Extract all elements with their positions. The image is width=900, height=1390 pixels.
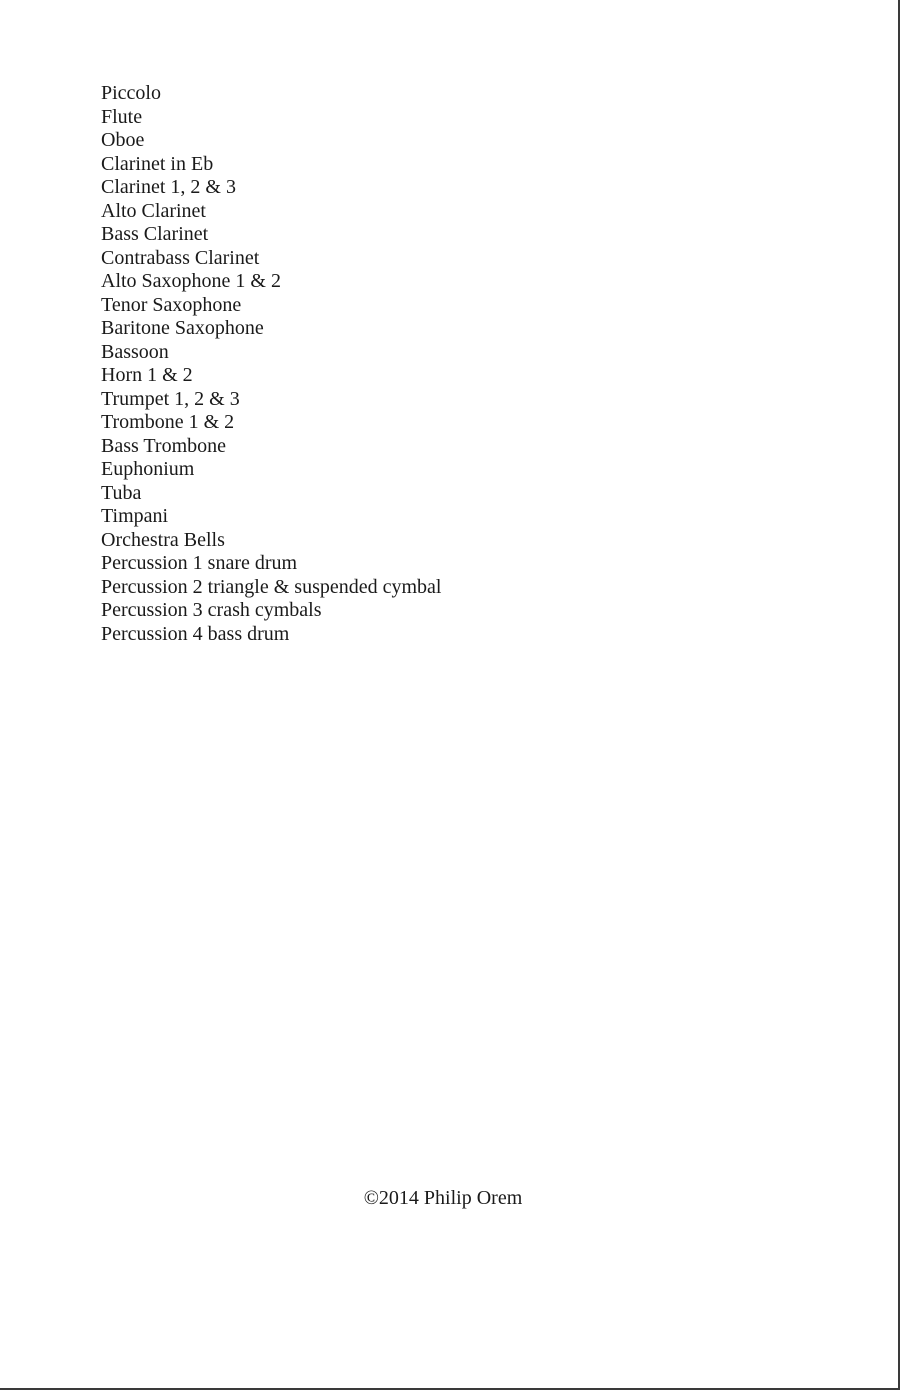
instrument-item: Clarinet in Eb — [101, 152, 214, 175]
instrument-item: Orchestra Bells — [101, 528, 225, 551]
instrument-item: Percussion 3 crash cymbals — [101, 599, 322, 621]
instrument-item: Bass Clarinet — [101, 223, 209, 245]
instrument-item: Bassoon — [101, 340, 169, 363]
instrument-item: Percussion 1 snare drum — [101, 552, 298, 574]
instrument-item: Clarinet 1, 2 & 3 — [101, 176, 236, 198]
instrument-item: Flute — [101, 105, 143, 128]
instrument-item: Tenor Saxophone — [101, 293, 242, 316]
instrument-item: Bass Trombone — [101, 434, 227, 457]
instrument-item: Percussion 4 bass drum — [101, 622, 290, 645]
instrument-item: Tuba — [101, 481, 142, 504]
instrument-item: Contrabass Clarinet — [101, 246, 260, 269]
instrument-item: Percussion 2 triangle & suspended cymbal — [101, 575, 442, 598]
instrument-item: Horn 1 & 2 — [101, 364, 193, 386]
instrument-item: Baritone Saxophone — [101, 317, 264, 339]
instrument-item: Trombone 1 & 2 — [101, 411, 235, 433]
copyright-notice: ©2014 Philip Orem — [363, 1187, 523, 1209]
instrument-item: Alto Saxophone 1 & 2 — [101, 270, 281, 292]
instrument-item: Alto Clarinet — [101, 199, 206, 222]
instrument-item: Trumpet 1, 2 & 3 — [101, 387, 240, 410]
instrument-item: Oboe — [101, 129, 145, 151]
instrument-item: Piccolo — [101, 82, 161, 104]
instrumentation-list — [101, 82, 442, 646]
instrument-item: Euphonium — [101, 458, 195, 480]
instrument-item: Timpani — [101, 505, 169, 527]
